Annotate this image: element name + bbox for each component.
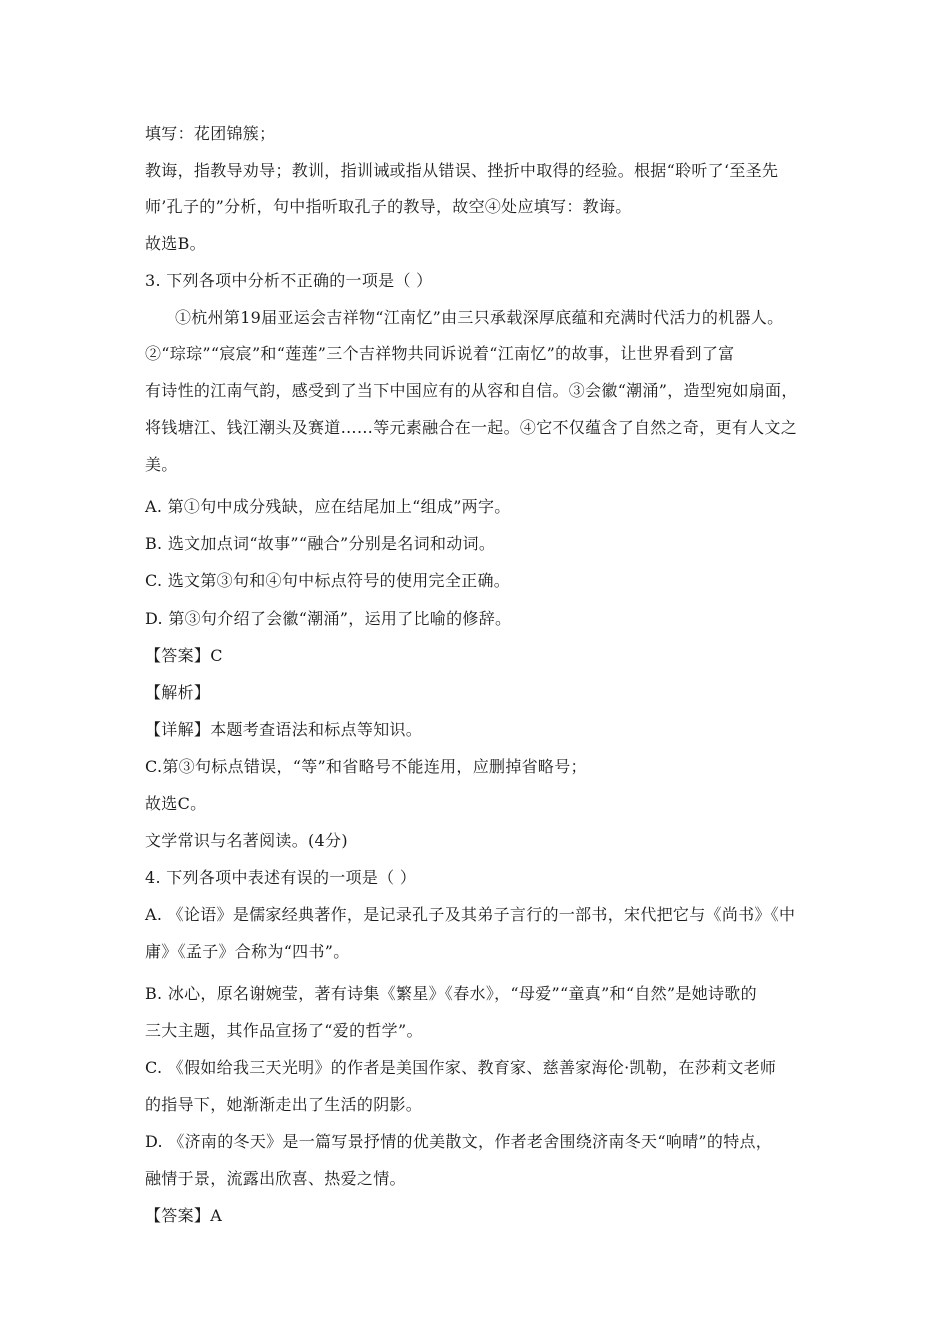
text-line: 师’孔子的”分析，句中指听取孔子的教导，故空④处应填写：教诲。 <box>145 197 632 216</box>
analysis-label: 【解析】 <box>145 683 211 702</box>
question-4-stem: 4. 下列各项中表述有误的一项是（ ） <box>145 868 417 887</box>
option-b: B. 选文加点词“故事”“融合”分别是名词和动词。 <box>145 534 496 553</box>
option-b: B. 冰心，原名谢婉莹，著有诗集《繁星》《春水》，“母爱”“童真”和“自然”是她诗歌的 <box>145 984 757 1003</box>
option-c: C. 选文第③句和④句中标点符号的使用完全正确。 <box>145 571 511 590</box>
passage-line: 美。 <box>145 455 178 474</box>
detail-explanation: 【详解】本题考查语法和标点等知识。 <box>145 720 423 739</box>
passage-line: ②“琮琮”“宸宸”和“莲莲”三个吉祥物共同诉说着“江南忆”的故事，让世界看到了富 <box>145 344 735 363</box>
section-heading: 文学常识与名著阅读。(4分) <box>145 831 348 850</box>
question-3-stem: 3. 下列各项中分析不正确的一项是（ ） <box>145 271 433 290</box>
answer-label: 【答案】C <box>145 646 223 665</box>
text-line: 填写：花团锦簇； <box>145 124 276 143</box>
option-b-cont: 三大主题，其作品宣扬了“爱的哲学”。 <box>145 1021 423 1040</box>
answer-label: 【答案】A <box>145 1206 223 1225</box>
option-c-cont: 的指导下，她渐渐走出了生活的阴影。 <box>145 1095 423 1114</box>
passage-line: 将钱塘江、钱江潮头及赛道……等元素融合在一起。④它不仅蕴含了自然之奇，更有人文之 <box>145 418 798 437</box>
option-a: A. 第①句中成分残缺，应在结尾加上“组成”两字。 <box>145 497 511 516</box>
text-line: 教诲，指教导劝导；教训，指训诫或指从错误、挫折中取得的经验。根据“聆听了‘至圣先 <box>145 161 779 180</box>
option-d: D. 第③句介绍了会徽“潮涌”，运用了比喻的修辞。 <box>145 609 512 628</box>
text-line: C.第③句标点错误，“等”和省略号不能连用，应删掉省略号； <box>145 757 587 776</box>
option-c: C. 《假如给我三天光明》的作者是美国作家、教育家、慈善家海伦·凯勒，在莎莉文老师 <box>145 1058 777 1077</box>
text-line: 故选C。 <box>145 794 207 813</box>
option-a: A. 《论语》是儒家经典著作，是记录孔子及其弟子言行的一部书，宋代把它与《尚书》《中 <box>145 905 796 924</box>
option-d-cont: 融情于景，流露出欣喜、热爱之情。 <box>145 1169 406 1188</box>
option-a-cont: 庸》《孟子》合称为“四书”。 <box>145 942 350 961</box>
passage-line: 有诗性的江南气韵，感受到了当下中国应有的从容和自信。③会徽“潮涌”，造型宛如扇面， <box>145 381 798 400</box>
passage-line: ①杭州第19届亚运会吉祥物“江南忆”由三只承载深厚底蕴和充满时代活力的机器人。 <box>175 308 784 327</box>
option-d: D. 《济南的冬天》是一篇写景抒情的优美散文，作者老舍围绕济南冬天“响晴”的特点， <box>145 1132 773 1151</box>
text-line: 故选B。 <box>145 234 206 253</box>
